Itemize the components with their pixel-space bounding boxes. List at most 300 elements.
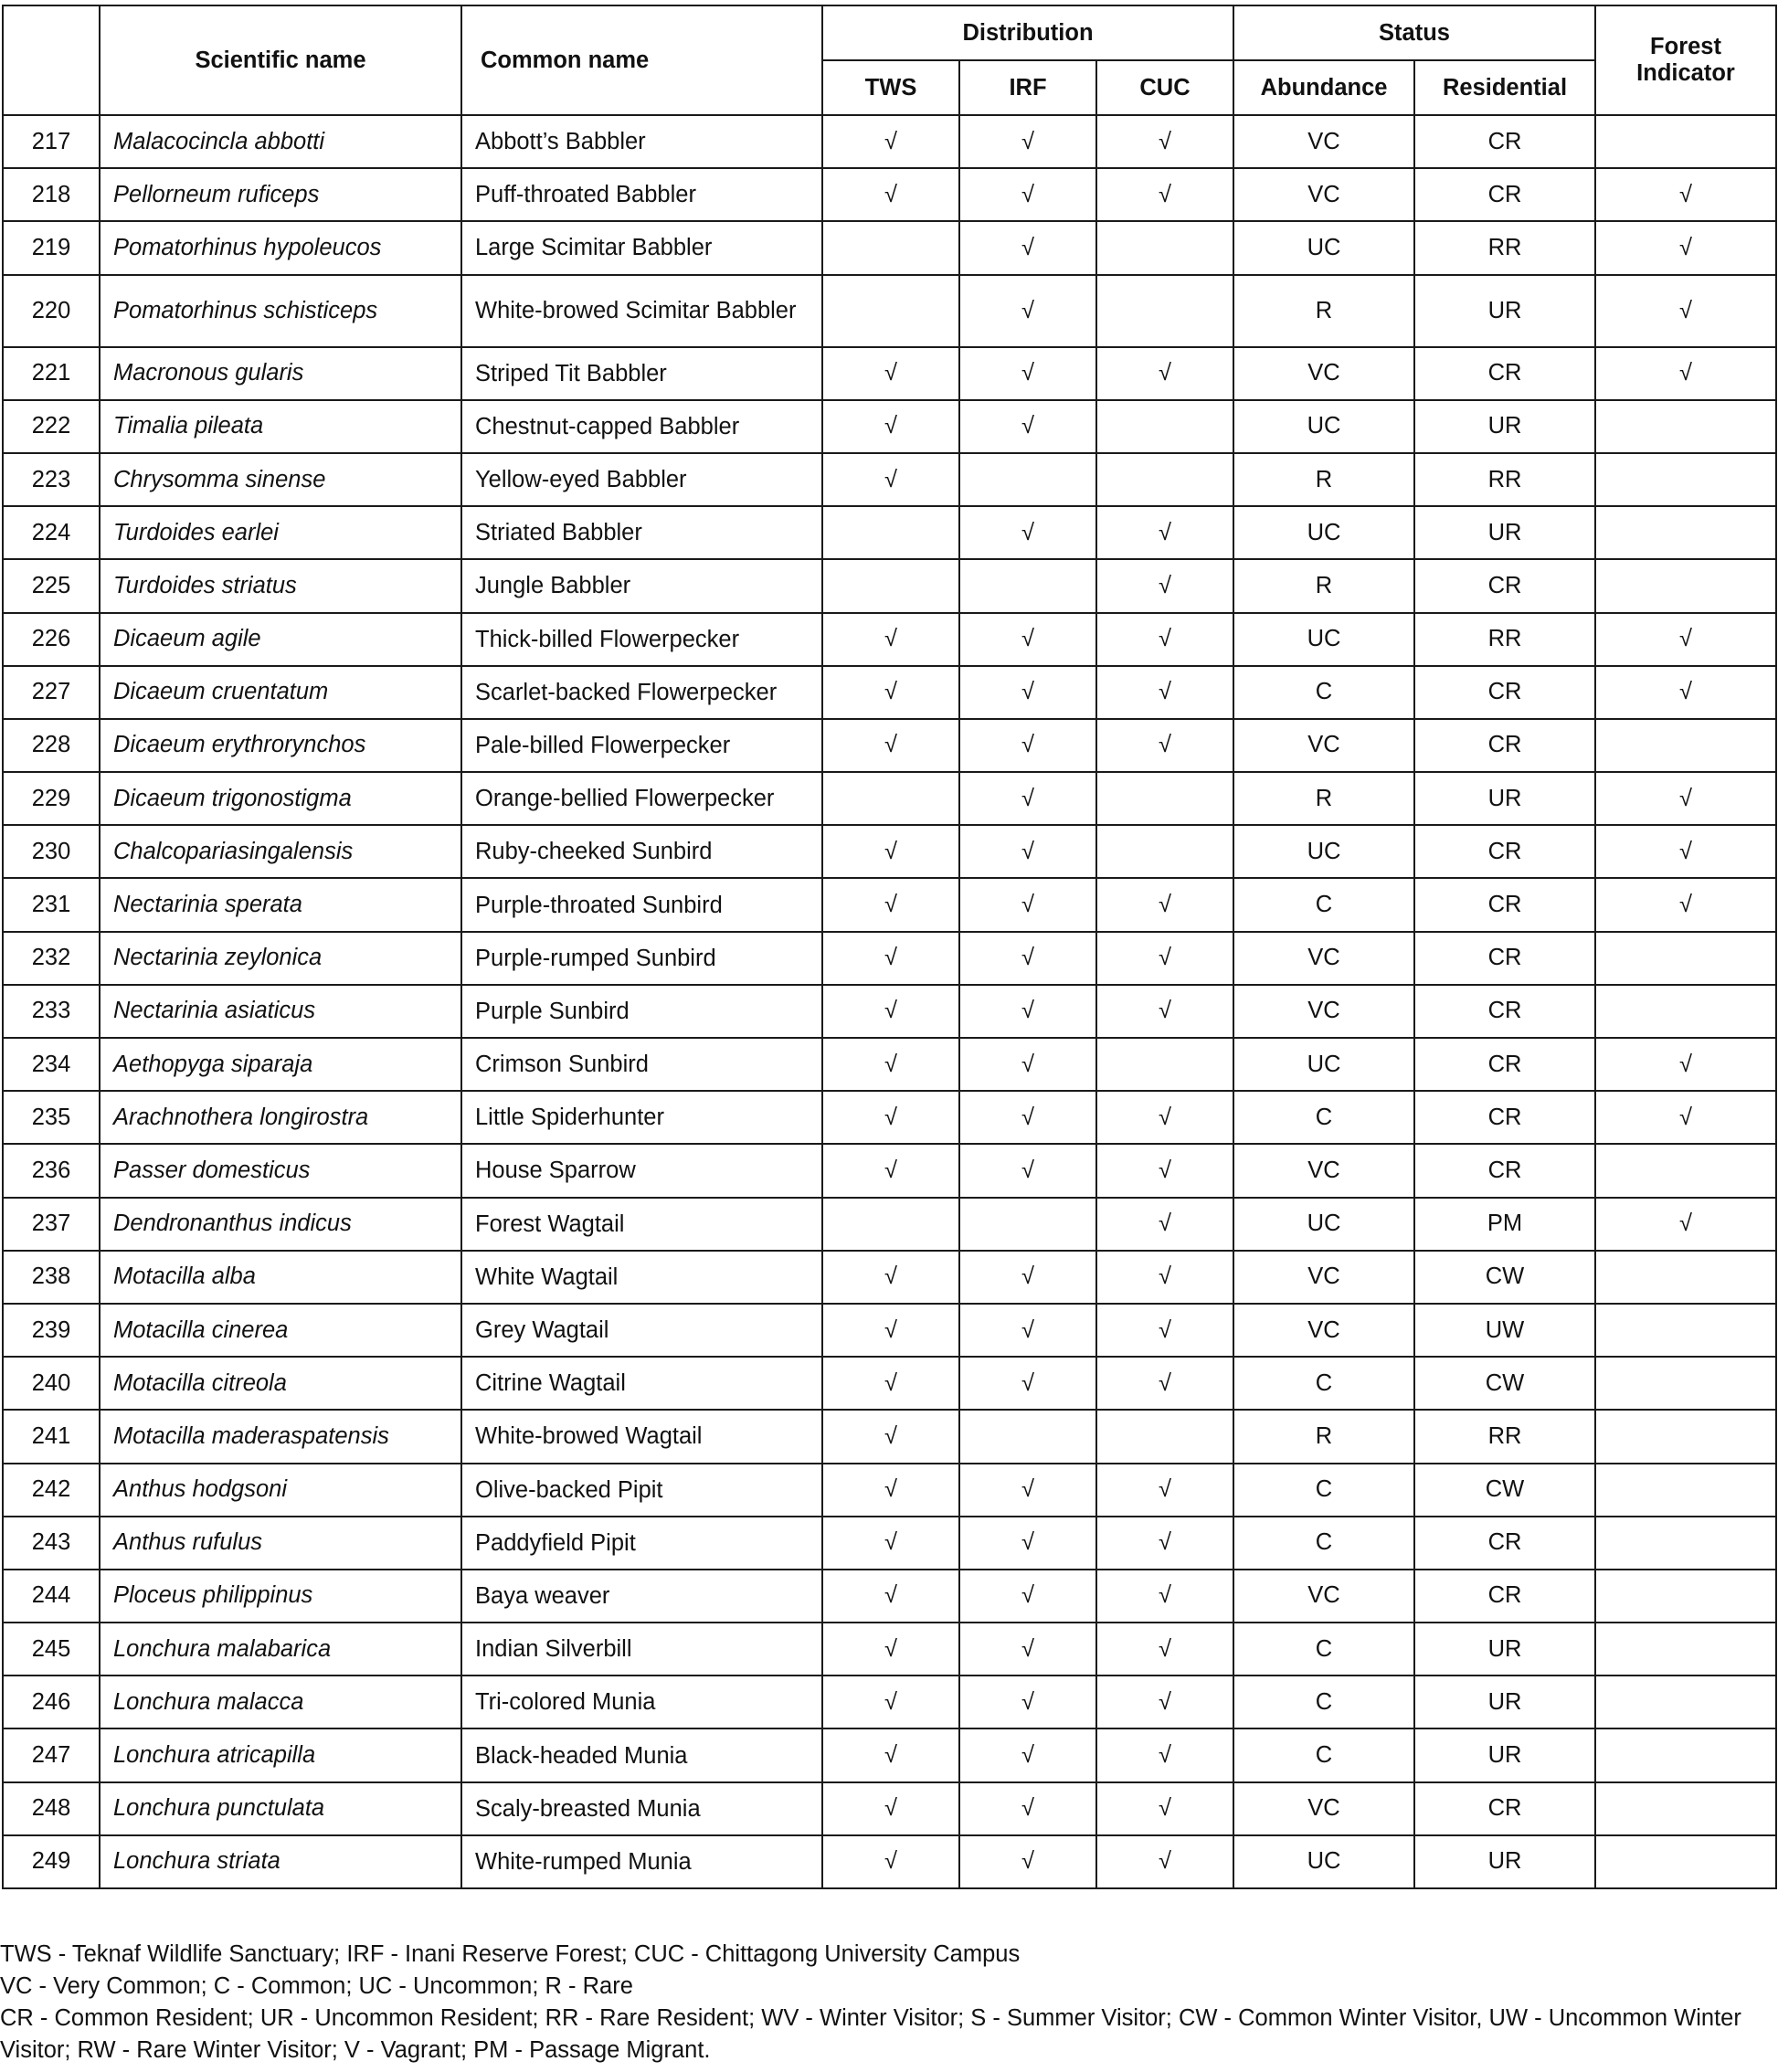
irf-cell: √ xyxy=(959,1570,1096,1623)
irf-cell: √ xyxy=(959,1091,1096,1144)
common-name-header: Common name xyxy=(461,5,822,115)
cuc-cell: √ xyxy=(1096,1464,1233,1517)
row-number: 226 xyxy=(3,613,100,666)
cuc-cell xyxy=(1096,400,1233,453)
common-name-cell: White-rumped Munia xyxy=(461,1835,822,1888)
residential-cell: CR xyxy=(1414,1144,1595,1197)
row-number: 225 xyxy=(3,559,100,612)
residential-cell: CR xyxy=(1414,719,1595,772)
forest-indicator-cell xyxy=(1595,1357,1776,1410)
tws-cell: √ xyxy=(822,1517,959,1570)
scientific-name-cell: Ploceus philippinus xyxy=(100,1570,461,1623)
tws-cell: √ xyxy=(822,932,959,985)
row-number: 233 xyxy=(3,985,100,1038)
scientific-name-header: Scientific name xyxy=(100,5,461,115)
table-row xyxy=(3,115,1776,168)
common-name-cell: Orange-bellied Flowerpecker xyxy=(461,772,822,825)
abundance-cell: R xyxy=(1233,772,1414,825)
row-number: 220 xyxy=(3,275,100,347)
cuc-cell: √ xyxy=(1096,1144,1233,1197)
table-body xyxy=(3,115,1776,1888)
common-name-cell: Large Scimitar Babbler xyxy=(461,221,822,274)
forest-indicator-cell xyxy=(1595,1676,1776,1728)
bird-species-table xyxy=(2,5,1777,1889)
residential-cell: UR xyxy=(1414,1728,1595,1781)
cuc-cell: √ xyxy=(1096,1570,1233,1623)
scientific-name-cell: Nectarinia sperata xyxy=(100,878,461,931)
row-number: 247 xyxy=(3,1728,100,1781)
scientific-name-cell: Nectarinia zeylonica xyxy=(100,932,461,985)
forest-indicator-cell xyxy=(1595,719,1776,772)
row-number: 222 xyxy=(3,400,100,453)
common-name-cell: White-browed Wagtail xyxy=(461,1410,822,1463)
irf-cell xyxy=(959,453,1096,506)
common-name-cell: Purple Sunbird xyxy=(461,985,822,1038)
row-number: 234 xyxy=(3,1038,100,1091)
forest-indicator-cell: √ xyxy=(1595,275,1776,347)
abundance-cell: C xyxy=(1233,878,1414,931)
irf-cell: √ xyxy=(959,1144,1096,1197)
residential-cell: CR xyxy=(1414,115,1595,168)
scientific-name-cell: Lonchura atricapilla xyxy=(100,1728,461,1781)
irf-cell: √ xyxy=(959,878,1096,931)
irf-cell: √ xyxy=(959,932,1096,985)
residential-cell: CR xyxy=(1414,347,1595,400)
abundance-cell: C xyxy=(1233,1623,1414,1676)
irf-cell: √ xyxy=(959,115,1096,168)
table-row xyxy=(3,666,1776,719)
abundance-cell: UC xyxy=(1233,613,1414,666)
forest-indicator-cell: √ xyxy=(1595,221,1776,274)
tws-cell: √ xyxy=(822,878,959,931)
table-row xyxy=(3,1144,1776,1197)
cuc-cell xyxy=(1096,825,1233,878)
table-row xyxy=(3,1517,1776,1570)
irf-cell: √ xyxy=(959,1038,1096,1091)
row-number: 232 xyxy=(3,932,100,985)
table-row xyxy=(3,221,1776,274)
forest-indicator-cell xyxy=(1595,115,1776,168)
cuc-cell xyxy=(1096,1410,1233,1463)
common-name-cell: Crimson Sunbird xyxy=(461,1038,822,1091)
cuc-cell: √ xyxy=(1096,347,1233,400)
tws-cell: √ xyxy=(822,1570,959,1623)
scientific-name-cell: Anthus hodgsoni xyxy=(100,1464,461,1517)
tws-cell: √ xyxy=(822,1782,959,1835)
abundance-cell: VC xyxy=(1233,168,1414,221)
scientific-name-cell: Macronous gularis xyxy=(100,347,461,400)
irf-cell: √ xyxy=(959,1357,1096,1410)
common-name-cell: White Wagtail xyxy=(461,1251,822,1304)
residential-cell: UR xyxy=(1414,1676,1595,1728)
table-row xyxy=(3,1835,1776,1888)
irf-cell: √ xyxy=(959,1623,1096,1676)
scientific-name-cell: Lonchura striata xyxy=(100,1835,461,1888)
scientific-name-cell: Arachnothera longirostra xyxy=(100,1091,461,1144)
cuc-cell xyxy=(1096,1038,1233,1091)
irf-cell xyxy=(959,1198,1096,1251)
irf-cell: √ xyxy=(959,1728,1096,1781)
irf-cell: √ xyxy=(959,1835,1096,1888)
tws-cell: √ xyxy=(822,1835,959,1888)
table-row xyxy=(3,878,1776,931)
table-row xyxy=(3,1464,1776,1517)
common-name-cell: Puff-throated Babbler xyxy=(461,168,822,221)
tws-cell xyxy=(822,506,959,559)
common-name-cell: Black-headed Munia xyxy=(461,1728,822,1781)
cuc-cell: √ xyxy=(1096,932,1233,985)
residential-cell: UR xyxy=(1414,275,1595,347)
common-name-cell: Ruby-cheeked Sunbird xyxy=(461,825,822,878)
abundance-cell: UC xyxy=(1233,221,1414,274)
residential-cell: RR xyxy=(1414,453,1595,506)
table-row xyxy=(3,1251,1776,1304)
scientific-name-cell: Passer domesticus xyxy=(100,1144,461,1197)
scientific-name-cell: Dendronanthus indicus xyxy=(100,1198,461,1251)
table-row xyxy=(3,825,1776,878)
irf-cell: √ xyxy=(959,400,1096,453)
tws-cell: √ xyxy=(822,1091,959,1144)
common-name-cell: White-browed Scimitar Babbler xyxy=(461,275,822,347)
cuc-cell xyxy=(1096,275,1233,347)
residential-cell: CR xyxy=(1414,1091,1595,1144)
scientific-name-cell: Aethopyga siparaja xyxy=(100,1038,461,1091)
scientific-name-cell: Pomatorhinus hypoleucos xyxy=(100,221,461,274)
abundance-cell: VC xyxy=(1233,1570,1414,1623)
row-number: 245 xyxy=(3,1623,100,1676)
abundance-cell: UC xyxy=(1233,400,1414,453)
common-name-cell: Grey Wagtail xyxy=(461,1304,822,1357)
forest-indicator-cell xyxy=(1595,1570,1776,1623)
distribution-header: Distribution xyxy=(822,5,1233,60)
table-row xyxy=(3,453,1776,506)
scientific-name-cell: Lonchura malabarica xyxy=(100,1623,461,1676)
tws-cell: √ xyxy=(822,1464,959,1517)
cuc-cell: √ xyxy=(1096,1623,1233,1676)
scientific-name-cell: Motacilla maderaspatensis xyxy=(100,1410,461,1463)
residential-cell: CW xyxy=(1414,1357,1595,1410)
tws-cell: √ xyxy=(822,453,959,506)
cuc-cell xyxy=(1096,221,1233,274)
forest-indicator-cell xyxy=(1595,1464,1776,1517)
irf-header: IRF xyxy=(959,60,1096,115)
abundance-cell: VC xyxy=(1233,719,1414,772)
scientific-name-cell: Timalia pileata xyxy=(100,400,461,453)
cuc-cell: √ xyxy=(1096,1357,1233,1410)
tws-header: TWS xyxy=(822,60,959,115)
row-number: 235 xyxy=(3,1091,100,1144)
forest-indicator-cell xyxy=(1595,453,1776,506)
cuc-cell xyxy=(1096,772,1233,825)
table-header xyxy=(3,5,1776,115)
forest-indicator-cell: √ xyxy=(1595,613,1776,666)
residential-cell: UW xyxy=(1414,1304,1595,1357)
forest-indicator-cell xyxy=(1595,1410,1776,1463)
common-name-cell: Pale-billed Flowerpecker xyxy=(461,719,822,772)
table-row xyxy=(3,985,1776,1038)
table-row xyxy=(3,932,1776,985)
forest-indicator-cell: √ xyxy=(1595,347,1776,400)
cuc-cell: √ xyxy=(1096,559,1233,612)
abundance-cell: VC xyxy=(1233,347,1414,400)
residential-cell: CR xyxy=(1414,168,1595,221)
common-name-cell: Yellow-eyed Babbler xyxy=(461,453,822,506)
footnote-abundance: VC - Very Common; C - Common; UC - Uncommon; R - Rare xyxy=(0,1973,633,1999)
tws-cell: √ xyxy=(822,1728,959,1781)
common-name-cell: Scaly-breasted Munia xyxy=(461,1782,822,1835)
table-row xyxy=(3,1570,1776,1623)
cuc-cell: √ xyxy=(1096,506,1233,559)
irf-cell: √ xyxy=(959,985,1096,1038)
tws-cell: √ xyxy=(822,1304,959,1357)
table-row xyxy=(3,1623,1776,1676)
common-name-cell: Tri-colored Munia xyxy=(461,1676,822,1728)
irf-cell xyxy=(959,1410,1096,1463)
abundance-cell: VC xyxy=(1233,115,1414,168)
irf-cell: √ xyxy=(959,1304,1096,1357)
residential-cell: UR xyxy=(1414,1835,1595,1888)
number-header xyxy=(3,5,100,115)
forest-indicator-cell xyxy=(1595,1623,1776,1676)
common-name-cell: Citrine Wagtail xyxy=(461,1357,822,1410)
table-row xyxy=(3,1304,1776,1357)
table-row xyxy=(3,1676,1776,1728)
irf-cell: √ xyxy=(959,347,1096,400)
abundance-cell: R xyxy=(1233,1410,1414,1463)
tws-cell: √ xyxy=(822,347,959,400)
forest-indicator-cell: √ xyxy=(1595,878,1776,931)
irf-cell: √ xyxy=(959,506,1096,559)
irf-cell: √ xyxy=(959,1676,1096,1728)
forest-indicator-cell xyxy=(1595,985,1776,1038)
residential-cell: UR xyxy=(1414,400,1595,453)
cuc-cell: √ xyxy=(1096,1304,1233,1357)
scientific-name-cell: Dicaeum cruentatum xyxy=(100,666,461,719)
table-row xyxy=(3,559,1776,612)
abundance-cell: R xyxy=(1233,275,1414,347)
common-name-cell: Purple-rumped Sunbird xyxy=(461,932,822,985)
residential-cell: UR xyxy=(1414,1623,1595,1676)
row-number: 243 xyxy=(3,1517,100,1570)
forest-indicator-cell: √ xyxy=(1595,825,1776,878)
tws-cell: √ xyxy=(822,1410,959,1463)
common-name-cell: Chestnut-capped Babbler xyxy=(461,400,822,453)
common-name-cell: Jungle Babbler xyxy=(461,559,822,612)
table-row xyxy=(3,168,1776,221)
common-name-cell: Forest Wagtail xyxy=(461,1198,822,1251)
row-number: 248 xyxy=(3,1782,100,1835)
footnote-locations: TWS - Teknaf Wildlife Sanctuary; IRF - Inani Reserve Forest; CUC - Chittagong University Campus xyxy=(0,1941,1021,1967)
cuc-header: CUC xyxy=(1096,60,1233,115)
table-row xyxy=(3,1782,1776,1835)
row-number: 217 xyxy=(3,115,100,168)
forest-indicator-cell xyxy=(1595,400,1776,453)
scientific-name-cell: Pellorneum ruficeps xyxy=(100,168,461,221)
scientific-name-cell: Motacilla alba xyxy=(100,1251,461,1304)
abundance-cell: R xyxy=(1233,559,1414,612)
abundance-header: Abundance xyxy=(1233,60,1414,115)
residential-cell: CW xyxy=(1414,1251,1595,1304)
abundance-cell: VC xyxy=(1233,1251,1414,1304)
forest-indicator-cell: √ xyxy=(1595,168,1776,221)
scientific-name-cell: Lonchura malacca xyxy=(100,1676,461,1728)
cuc-cell: √ xyxy=(1096,878,1233,931)
tws-cell: √ xyxy=(822,1623,959,1676)
scientific-name-cell: Chrysomma sinense xyxy=(100,453,461,506)
cuc-cell xyxy=(1096,453,1233,506)
row-number: 218 xyxy=(3,168,100,221)
cuc-cell: √ xyxy=(1096,1251,1233,1304)
common-name-cell: Baya weaver xyxy=(461,1570,822,1623)
abundance-cell: UC xyxy=(1233,506,1414,559)
cuc-cell: √ xyxy=(1096,168,1233,221)
tws-cell: √ xyxy=(822,985,959,1038)
irf-cell: √ xyxy=(959,1464,1096,1517)
abundance-cell: UC xyxy=(1233,825,1414,878)
scientific-name-cell: Motacilla cinerea xyxy=(100,1304,461,1357)
forest-indicator-cell xyxy=(1595,559,1776,612)
tws-cell xyxy=(822,772,959,825)
residential-cell: CR xyxy=(1414,878,1595,931)
irf-cell xyxy=(959,559,1096,612)
row-number: 230 xyxy=(3,825,100,878)
irf-cell: √ xyxy=(959,1251,1096,1304)
cuc-cell: √ xyxy=(1096,1676,1233,1728)
common-name-cell: Paddyfield Pipit xyxy=(461,1517,822,1570)
common-name-cell: Indian Silverbill xyxy=(461,1623,822,1676)
abundance-cell: C xyxy=(1233,666,1414,719)
forest-indicator-cell xyxy=(1595,506,1776,559)
row-number: 231 xyxy=(3,878,100,931)
scientific-name-cell: Motacilla citreola xyxy=(100,1357,461,1410)
common-name-cell: Abbott’s Babbler xyxy=(461,115,822,168)
table-row xyxy=(3,1728,1776,1781)
residential-cell: RR xyxy=(1414,613,1595,666)
row-number: 229 xyxy=(3,772,100,825)
table-row xyxy=(3,275,1776,347)
table-row xyxy=(3,400,1776,453)
irf-cell: √ xyxy=(959,1517,1096,1570)
abundance-cell: VC xyxy=(1233,932,1414,985)
residential-cell: CR xyxy=(1414,559,1595,612)
residential-cell: UR xyxy=(1414,772,1595,825)
row-number: 221 xyxy=(3,347,100,400)
irf-cell: √ xyxy=(959,168,1096,221)
abundance-cell: UC xyxy=(1233,1038,1414,1091)
irf-cell: √ xyxy=(959,825,1096,878)
common-name-cell: Thick-billed Flowerpecker xyxy=(461,613,822,666)
forest-indicator-cell: √ xyxy=(1595,1038,1776,1091)
irf-cell: √ xyxy=(959,275,1096,347)
table-row xyxy=(3,613,1776,666)
table-row xyxy=(3,1357,1776,1410)
table-row xyxy=(3,506,1776,559)
irf-cell: √ xyxy=(959,666,1096,719)
forest-indicator-cell xyxy=(1595,1782,1776,1835)
forest-indicator-cell xyxy=(1595,932,1776,985)
row-number: 238 xyxy=(3,1251,100,1304)
scientific-name-cell: Dicaeum trigonostigma xyxy=(100,772,461,825)
residential-cell: CR xyxy=(1414,1038,1595,1091)
residential-cell: RR xyxy=(1414,221,1595,274)
tws-cell xyxy=(822,1198,959,1251)
table-row xyxy=(3,1091,1776,1144)
abundance-cell: UC xyxy=(1233,1835,1414,1888)
scientific-name-cell: Dicaeum erythrorynchos xyxy=(100,719,461,772)
abundance-cell: VC xyxy=(1233,1782,1414,1835)
row-number: 241 xyxy=(3,1410,100,1463)
residential-cell: RR xyxy=(1414,1410,1595,1463)
common-name-cell: Striped Tit Babbler xyxy=(461,347,822,400)
forest-indicator-header: Forest Indicator xyxy=(1595,5,1776,115)
forest-indicator-cell: √ xyxy=(1595,666,1776,719)
row-number: 236 xyxy=(3,1144,100,1197)
scientific-name-cell: Pomatorhinus schisticeps xyxy=(100,275,461,347)
tws-cell: √ xyxy=(822,613,959,666)
status-header: Status xyxy=(1233,5,1595,60)
residential-header: Residential xyxy=(1414,60,1595,115)
abundance-cell: VC xyxy=(1233,985,1414,1038)
forest-indicator-cell xyxy=(1595,1144,1776,1197)
tws-cell: √ xyxy=(822,400,959,453)
residential-cell: CR xyxy=(1414,932,1595,985)
irf-cell: √ xyxy=(959,772,1096,825)
cuc-cell: √ xyxy=(1096,1835,1233,1888)
forest-indicator-cell xyxy=(1595,1304,1776,1357)
common-name-cell: Purple-throated Sunbird xyxy=(461,878,822,931)
scientific-name-cell: Chalcopariasingalensis xyxy=(100,825,461,878)
forest-indicator-cell xyxy=(1595,1835,1776,1888)
row-number: 237 xyxy=(3,1198,100,1251)
tws-cell xyxy=(822,221,959,274)
irf-cell: √ xyxy=(959,1782,1096,1835)
table-row xyxy=(3,347,1776,400)
scientific-name-cell: Nectarinia asiaticus xyxy=(100,985,461,1038)
footnote-residential: CR - Common Resident; UR - Uncommon Resident; RR - Rare Resident; WV - Winter Visitor; S - Summer Visitor; CW - Common Winter Visitor, UW - Uncommon Winter Visitor; RW - Rare Winter Visitor; V - Vagrant; PM - Passage Migrant. xyxy=(0,2005,1741,2063)
table-row xyxy=(3,1198,1776,1251)
cuc-cell: √ xyxy=(1096,1728,1233,1781)
row-number: 242 xyxy=(3,1464,100,1517)
tws-cell xyxy=(822,559,959,612)
forest-indicator-cell: √ xyxy=(1595,772,1776,825)
row-number: 244 xyxy=(3,1570,100,1623)
row-number: 239 xyxy=(3,1304,100,1357)
table-row xyxy=(3,719,1776,772)
tws-cell: √ xyxy=(822,1251,959,1304)
common-name-cell: Olive-backed Pipit xyxy=(461,1464,822,1517)
tws-cell: √ xyxy=(822,1676,959,1728)
abundance-cell: UC xyxy=(1233,1198,1414,1251)
table-row xyxy=(3,772,1776,825)
row-number: 223 xyxy=(3,453,100,506)
table-footnotes xyxy=(0,1939,1778,2067)
scientific-name-cell: Malacocincla abbotti xyxy=(100,115,461,168)
tws-cell: √ xyxy=(822,1144,959,1197)
forest-indicator-cell: √ xyxy=(1595,1198,1776,1251)
cuc-cell: √ xyxy=(1096,613,1233,666)
cuc-cell: √ xyxy=(1096,1198,1233,1251)
residential-cell: CR xyxy=(1414,1570,1595,1623)
abundance-cell: C xyxy=(1233,1091,1414,1144)
residential-cell: CR xyxy=(1414,666,1595,719)
scientific-name-cell: Dicaeum agile xyxy=(100,613,461,666)
residential-cell: CR xyxy=(1414,1517,1595,1570)
common-name-cell: Little Spiderhunter xyxy=(461,1091,822,1144)
row-number: 240 xyxy=(3,1357,100,1410)
forest-indicator-cell xyxy=(1595,1251,1776,1304)
abundance-cell: C xyxy=(1233,1357,1414,1410)
residential-cell: CR xyxy=(1414,985,1595,1038)
